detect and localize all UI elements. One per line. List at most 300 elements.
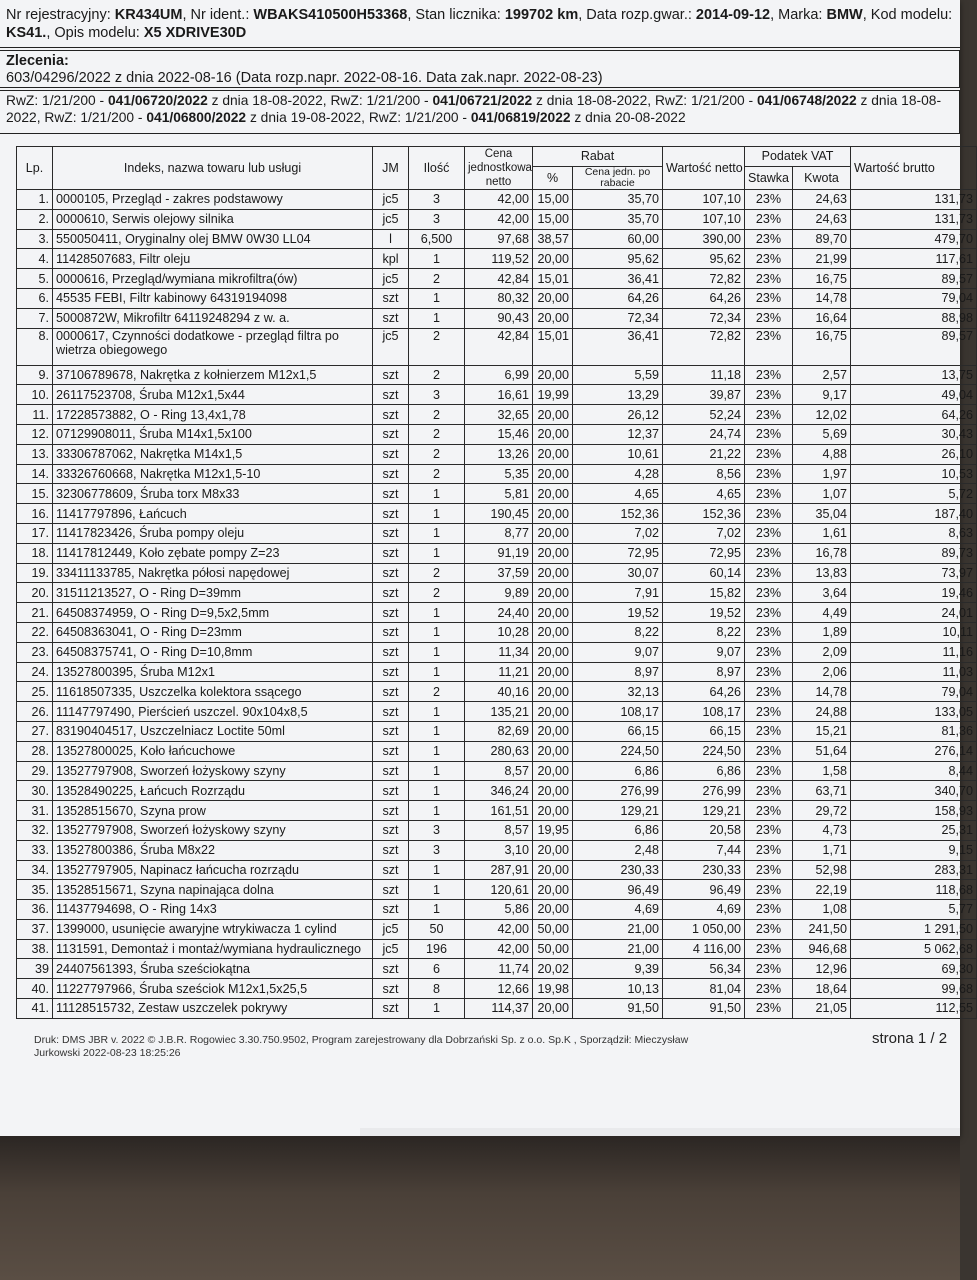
- make-value: BMW: [826, 7, 863, 23]
- row-vat-rate: 23%: [745, 583, 793, 603]
- row-vat-rate: 23%: [745, 308, 793, 328]
- row-jm: szt: [373, 543, 409, 563]
- row-name: 13527800386, Śruba M8x22: [53, 840, 373, 860]
- row-unit-price: 287,91: [465, 860, 533, 880]
- row-unit-price: 32,65: [465, 405, 533, 425]
- row-lp: 26.: [17, 702, 53, 722]
- row-qty: 1: [409, 781, 465, 801]
- row-discount-pct: 20,00: [533, 741, 573, 761]
- row-gross: 49,04: [851, 385, 977, 405]
- row-vat-rate: 23%: [745, 781, 793, 801]
- row-jm: szt: [373, 702, 409, 722]
- row-discount-pct: 20,00: [533, 662, 573, 682]
- row-discount-pct: 20,00: [533, 761, 573, 781]
- row-qty: 1: [409, 249, 465, 269]
- row-discount-price: 36,41: [573, 269, 663, 289]
- row-qty: 2: [409, 424, 465, 444]
- row-unit-price: 42,00: [465, 190, 533, 210]
- row-vat-rate: 23%: [745, 939, 793, 959]
- row-qty: 1: [409, 999, 465, 1019]
- row-vat-rate: 23%: [745, 662, 793, 682]
- row-qty: 3: [409, 209, 465, 229]
- row-jm: szt: [373, 523, 409, 543]
- row-qty: 1: [409, 308, 465, 328]
- odo-label: , Stan licznika:: [407, 7, 505, 23]
- row-discount-price: 95,62: [573, 249, 663, 269]
- row-gross: 131,73: [851, 209, 977, 229]
- row-discount-price: 152,36: [573, 504, 663, 524]
- row-gross: 131,73: [851, 190, 977, 210]
- row-qty: 3: [409, 840, 465, 860]
- row-lp: 1.: [17, 190, 53, 210]
- table-row: [17, 999, 977, 1019]
- row-net: 66,15: [663, 721, 745, 741]
- row-vat-rate: 23%: [745, 365, 793, 385]
- table-row: [17, 959, 977, 979]
- row-vat-rate: 23%: [745, 269, 793, 289]
- row-jm: szt: [373, 801, 409, 821]
- row-discount-pct: 20,00: [533, 860, 573, 880]
- row-gross: 10,11: [851, 622, 977, 642]
- table-row: [17, 308, 977, 328]
- row-net: 72,82: [663, 269, 745, 289]
- row-gross: 158,93: [851, 801, 977, 821]
- row-lp: 32.: [17, 820, 53, 840]
- row-jm: szt: [373, 308, 409, 328]
- row-lp: 38.: [17, 939, 53, 959]
- row-discount-price: 13,29: [573, 385, 663, 405]
- row-discount-pct: 20,00: [533, 249, 573, 269]
- row-discount-pct: 50,00: [533, 939, 573, 959]
- rwz-date: z dnia 20-08-2022: [570, 110, 686, 125]
- table-row: [17, 880, 977, 900]
- row-vat-rate: 23%: [745, 190, 793, 210]
- model-label: , Opis modelu:: [46, 25, 144, 41]
- table-row: [17, 504, 977, 524]
- row-vat-rate: 23%: [745, 741, 793, 761]
- row-vat-rate: 23%: [745, 642, 793, 662]
- row-vat-amount: 21,05: [793, 999, 851, 1019]
- col-vat-rate: Stawka: [745, 166, 793, 189]
- row-name: 31511213527, O - Ring D=39mm: [53, 583, 373, 603]
- row-gross: 187,40: [851, 504, 977, 524]
- row-vat-amount: 2,57: [793, 365, 851, 385]
- row-gross: 79,04: [851, 682, 977, 702]
- row-gross: 26,10: [851, 444, 977, 464]
- row-lp: 21.: [17, 603, 53, 623]
- row-jm: szt: [373, 741, 409, 761]
- row-qty: 3: [409, 190, 465, 210]
- row-jm: szt: [373, 781, 409, 801]
- row-gross: 88,98: [851, 308, 977, 328]
- row-unit-price: 190,45: [465, 504, 533, 524]
- row-name: 33326760668, Nakrętka M12x1,5-10: [53, 464, 373, 484]
- row-vat-rate: 23%: [745, 979, 793, 999]
- row-net: 52,24: [663, 405, 745, 425]
- row-jm: szt: [373, 603, 409, 623]
- row-gross: 276,14: [851, 741, 977, 761]
- row-discount-price: 6,86: [573, 761, 663, 781]
- row-unit-price: 8,57: [465, 761, 533, 781]
- col-jm: JM: [373, 147, 409, 190]
- row-net: 72,95: [663, 543, 745, 563]
- row-net: 4 116,00: [663, 939, 745, 959]
- row-qty: 3: [409, 385, 465, 405]
- table-row: [17, 288, 977, 308]
- row-gross: 5,77: [851, 900, 977, 920]
- row-discount-pct: 20,00: [533, 642, 573, 662]
- row-vat-rate: 23%: [745, 288, 793, 308]
- row-discount-pct: 20,00: [533, 603, 573, 623]
- row-net: 60,14: [663, 563, 745, 583]
- col-qty: Ilość: [409, 147, 465, 190]
- row-unit-price: 5,35: [465, 464, 533, 484]
- row-vat-amount: 51,64: [793, 741, 851, 761]
- row-qty: 196: [409, 939, 465, 959]
- rwz-date: z dnia 18-08-2022, RwZ: 1/21/200 -: [207, 93, 433, 108]
- row-lp: 35.: [17, 880, 53, 900]
- row-vat-rate: 23%: [745, 484, 793, 504]
- table-row: [17, 702, 977, 722]
- row-qty: 1: [409, 603, 465, 623]
- row-qty: 1: [409, 761, 465, 781]
- row-qty: 1: [409, 721, 465, 741]
- row-vat-amount: 52,98: [793, 860, 851, 880]
- row-vat-amount: 13,83: [793, 563, 851, 583]
- row-name: 11227797966, Śruba sześciok M12x1,5x25,5: [53, 979, 373, 999]
- row-qty: 8: [409, 979, 465, 999]
- row-net: 129,21: [663, 801, 745, 821]
- row-discount-price: 72,34: [573, 308, 663, 328]
- row-gross: 133,05: [851, 702, 977, 722]
- table-row: [17, 583, 977, 603]
- row-name: 0000610, Serwis olejowy silnika: [53, 209, 373, 229]
- row-unit-price: 80,32: [465, 288, 533, 308]
- row-jm: szt: [373, 682, 409, 702]
- row-discount-pct: 20,00: [533, 523, 573, 543]
- row-qty: 1: [409, 523, 465, 543]
- rwz-prefix: RwZ: 1/21/200 -: [6, 93, 108, 108]
- row-vat-rate: 23%: [745, 919, 793, 939]
- items-table: [16, 146, 977, 1019]
- row-lp: 30.: [17, 781, 53, 801]
- row-qty: 1: [409, 860, 465, 880]
- row-lp: 16.: [17, 504, 53, 524]
- row-vat-rate: 23%: [745, 999, 793, 1019]
- rwz-number: 041/06819/2022: [470, 110, 571, 125]
- row-qty: 1: [409, 504, 465, 524]
- row-gross: 89,57: [851, 269, 977, 289]
- row-name: 13527797908, Sworzeń łożyskowy szyny: [53, 820, 373, 840]
- table-row: [17, 900, 977, 920]
- rwz-number: 041/06720/2022: [108, 93, 208, 108]
- ident-value: WBAKS410500H53368: [253, 7, 408, 23]
- row-discount-price: 129,21: [573, 801, 663, 821]
- row-unit-price: 346,24: [465, 781, 533, 801]
- row-vat-amount: 14,78: [793, 288, 851, 308]
- row-discount-pct: 20,00: [533, 840, 573, 860]
- rwz-number: 041/06748/2022: [756, 93, 857, 108]
- row-discount-price: 10,13: [573, 979, 663, 999]
- row-vat-rate: 23%: [745, 405, 793, 425]
- row-gross: 283,31: [851, 860, 977, 880]
- row-vat-rate: 23%: [745, 820, 793, 840]
- row-name: 13528515670, Szyna prow: [53, 801, 373, 821]
- row-vat-amount: 12,02: [793, 405, 851, 425]
- row-name: 13527800395, Śruba M12x1: [53, 662, 373, 682]
- table-row: [17, 229, 977, 249]
- row-net: 15,82: [663, 583, 745, 603]
- row-gross: 11,16: [851, 642, 977, 662]
- row-lp: 7.: [17, 308, 53, 328]
- row-discount-price: 9,07: [573, 642, 663, 662]
- row-unit-price: 42,84: [465, 328, 533, 365]
- row-net: 276,99: [663, 781, 745, 801]
- row-vat-rate: 23%: [745, 209, 793, 229]
- col-vat: Podatek VAT: [745, 147, 851, 167]
- table-row: [17, 622, 977, 642]
- row-qty: 1: [409, 741, 465, 761]
- row-net: 107,10: [663, 209, 745, 229]
- row-net: 8,56: [663, 464, 745, 484]
- row-name: 11417823426, Śruba pompy oleju: [53, 523, 373, 543]
- row-name: 13527797908, Sworzeń łożyskowy szyny: [53, 761, 373, 781]
- row-gross: 69,30: [851, 959, 977, 979]
- table-row: [17, 642, 977, 662]
- row-vat-amount: 12,96: [793, 959, 851, 979]
- row-lp: 31.: [17, 801, 53, 821]
- row-discount-pct: 20,00: [533, 563, 573, 583]
- row-discount-pct: 20,00: [533, 999, 573, 1019]
- row-name: 64508363041, O - Ring D=23mm: [53, 622, 373, 642]
- row-discount-price: 2,48: [573, 840, 663, 860]
- table-row: [17, 919, 977, 939]
- row-name: 83190404517, Uszczelniacz Loctite 50ml: [53, 721, 373, 741]
- table-row: [17, 444, 977, 464]
- row-vat-rate: 23%: [745, 464, 793, 484]
- row-lp: 29.: [17, 761, 53, 781]
- row-name: 11147797490, Pierścień uszczel. 90x104x8,5: [53, 702, 373, 722]
- row-name: 37106789678, Nakrętka z kołnierzem M12x1,5: [53, 365, 373, 385]
- row-unit-price: 11,34: [465, 642, 533, 662]
- row-net: 20,58: [663, 820, 745, 840]
- row-name: 13527797905, Napinacz łańcucha rozrządu: [53, 860, 373, 880]
- date-value: 2014-09-12: [695, 7, 771, 23]
- row-lp: 4.: [17, 249, 53, 269]
- row-discount-price: 32,13: [573, 682, 663, 702]
- row-gross: 30,43: [851, 424, 977, 444]
- row-vat-rate: 23%: [745, 761, 793, 781]
- row-net: 72,34: [663, 308, 745, 328]
- orders-box: [0, 50, 960, 88]
- row-discount-pct: 20,00: [533, 464, 573, 484]
- row-jm: szt: [373, 820, 409, 840]
- row-vat-amount: 1,08: [793, 900, 851, 920]
- table-row: [17, 662, 977, 682]
- row-jm: jc5: [373, 209, 409, 229]
- row-lp: 6.: [17, 288, 53, 308]
- row-vat-amount: 946,68: [793, 939, 851, 959]
- row-net: 224,50: [663, 741, 745, 761]
- col-lp: Lp.: [17, 147, 53, 190]
- row-discount-price: 30,07: [573, 563, 663, 583]
- table-row: [17, 543, 977, 563]
- table-row: [17, 190, 977, 210]
- row-jm: jc5: [373, 269, 409, 289]
- row-vat-rate: 23%: [745, 603, 793, 623]
- row-net: 230,33: [663, 860, 745, 880]
- row-vat-amount: 1,61: [793, 523, 851, 543]
- row-vat-amount: 1,71: [793, 840, 851, 860]
- row-discount-price: 108,17: [573, 702, 663, 722]
- row-qty: 6: [409, 959, 465, 979]
- table-row: [17, 328, 977, 365]
- row-net: 21,22: [663, 444, 745, 464]
- row-vat-rate: 23%: [745, 840, 793, 860]
- row-vat-rate: 23%: [745, 563, 793, 583]
- table-row: [17, 860, 977, 880]
- table-row: [17, 761, 977, 781]
- row-qty: 2: [409, 682, 465, 702]
- row-lp: 15.: [17, 484, 53, 504]
- row-unit-price: 42,00: [465, 209, 533, 229]
- row-net: 39,87: [663, 385, 745, 405]
- rwz-number: 041/06721/2022: [432, 93, 533, 108]
- table-row: [17, 484, 977, 504]
- row-name: 11417797896, Łańcuch: [53, 504, 373, 524]
- date-label: , Data rozp.gwar.:: [578, 7, 696, 23]
- row-discount-price: 5,59: [573, 365, 663, 385]
- rwz-date: z dnia 18-08-2022, RwZ: 1/21/200 -: [6, 93, 942, 125]
- rwz-number: 041/06800/2022: [146, 110, 247, 125]
- row-vat-rate: 23%: [745, 504, 793, 524]
- reg-value: KR434UM: [114, 7, 183, 23]
- row-qty: 1: [409, 801, 465, 821]
- row-discount-pct: 20,00: [533, 702, 573, 722]
- row-lp: 13.: [17, 444, 53, 464]
- row-net: 72,82: [663, 328, 745, 365]
- row-lp: 3.: [17, 229, 53, 249]
- row-vat-amount: 1,07: [793, 484, 851, 504]
- table-header-row: [17, 147, 977, 167]
- row-name: 11437794698, O - Ring 14x3: [53, 900, 373, 920]
- row-qty: 2: [409, 405, 465, 425]
- col-unit-price: Cena jednostkowa netto: [465, 147, 533, 190]
- row-qty: 1: [409, 880, 465, 900]
- row-discount-price: 230,33: [573, 860, 663, 880]
- row-jm: szt: [373, 288, 409, 308]
- row-lp: 17.: [17, 523, 53, 543]
- row-gross: 10,53: [851, 464, 977, 484]
- row-name: 13528490225, Łańcuch Rozrządu: [53, 781, 373, 801]
- row-lp: 8.: [17, 328, 53, 365]
- row-vat-amount: 16,75: [793, 328, 851, 365]
- row-vat-amount: 24,88: [793, 702, 851, 722]
- row-jm: l: [373, 229, 409, 249]
- row-qty: 2: [409, 563, 465, 583]
- row-vat-amount: 2,09: [793, 642, 851, 662]
- row-unit-price: 13,26: [465, 444, 533, 464]
- row-unit-price: 5,81: [465, 484, 533, 504]
- row-name: 13527800025, Koło łańcuchowe: [53, 741, 373, 761]
- row-lp: 19.: [17, 563, 53, 583]
- row-net: 4,69: [663, 900, 745, 920]
- row-jm: szt: [373, 642, 409, 662]
- row-gross: 89,73: [851, 543, 977, 563]
- row-name: 26117523708, Śruba M12x1,5x44: [53, 385, 373, 405]
- row-lp: 2.: [17, 209, 53, 229]
- row-lp: 11.: [17, 405, 53, 425]
- row-qty: 2: [409, 444, 465, 464]
- row-jm: szt: [373, 424, 409, 444]
- row-net: 108,17: [663, 702, 745, 722]
- row-jm: szt: [373, 721, 409, 741]
- row-discount-pct: 20,00: [533, 424, 573, 444]
- row-jm: jc5: [373, 328, 409, 365]
- row-discount-price: 224,50: [573, 741, 663, 761]
- row-gross: 13,75: [851, 365, 977, 385]
- row-name: 11618507335, Uszczelka kolektora ssącego: [53, 682, 373, 702]
- table-row: [17, 603, 977, 623]
- row-unit-price: 42,00: [465, 919, 533, 939]
- row-name: 11128515732, Zestaw uszczelek pokrywy: [53, 999, 373, 1019]
- table-row: [17, 741, 977, 761]
- row-gross: 11,03: [851, 662, 977, 682]
- model-value: X5 XDRIVE30D: [143, 25, 247, 41]
- row-discount-pct: 15,01: [533, 269, 573, 289]
- row-jm: kpl: [373, 249, 409, 269]
- row-net: 8,22: [663, 622, 745, 642]
- row-jm: szt: [373, 504, 409, 524]
- row-unit-price: 161,51: [465, 801, 533, 821]
- row-lp: 41.: [17, 999, 53, 1019]
- row-discount-pct: 20,00: [533, 682, 573, 702]
- row-lp: 5.: [17, 269, 53, 289]
- row-discount-price: 96,49: [573, 880, 663, 900]
- row-discount-pct: 20,00: [533, 622, 573, 642]
- row-qty: 1: [409, 642, 465, 662]
- row-name: 64508375741, O - Ring D=10,8mm: [53, 642, 373, 662]
- row-discount-price: 91,50: [573, 999, 663, 1019]
- row-unit-price: 120,61: [465, 880, 533, 900]
- row-net: 107,10: [663, 190, 745, 210]
- row-name: 0000105, Przegląd - zakres podstawowy: [53, 190, 373, 210]
- row-lp: 20.: [17, 583, 53, 603]
- row-unit-price: 119,52: [465, 249, 533, 269]
- row-lp: 33.: [17, 840, 53, 860]
- table-row: [17, 523, 977, 543]
- row-unit-price: 11,74: [465, 959, 533, 979]
- table-row: [17, 249, 977, 269]
- row-discount-price: 21,00: [573, 919, 663, 939]
- row-vat-rate: 23%: [745, 543, 793, 563]
- row-unit-price: 5,86: [465, 900, 533, 920]
- row-lp: 24.: [17, 662, 53, 682]
- row-discount-pct: 50,00: [533, 919, 573, 939]
- row-lp: 28.: [17, 741, 53, 761]
- row-net: 24,74: [663, 424, 745, 444]
- row-name: 07129908011, Śruba M14x1,5x100: [53, 424, 373, 444]
- row-discount-pct: 19,98: [533, 979, 573, 999]
- row-discount-price: 36,41: [573, 328, 663, 365]
- row-jm: szt: [373, 405, 409, 425]
- row-vat-amount: 16,64: [793, 308, 851, 328]
- row-vat-rate: 23%: [745, 900, 793, 920]
- row-qty: 1: [409, 900, 465, 920]
- row-vat-amount: 29,72: [793, 801, 851, 821]
- row-discount-pct: 20,00: [533, 365, 573, 385]
- row-unit-price: 114,37: [465, 999, 533, 1019]
